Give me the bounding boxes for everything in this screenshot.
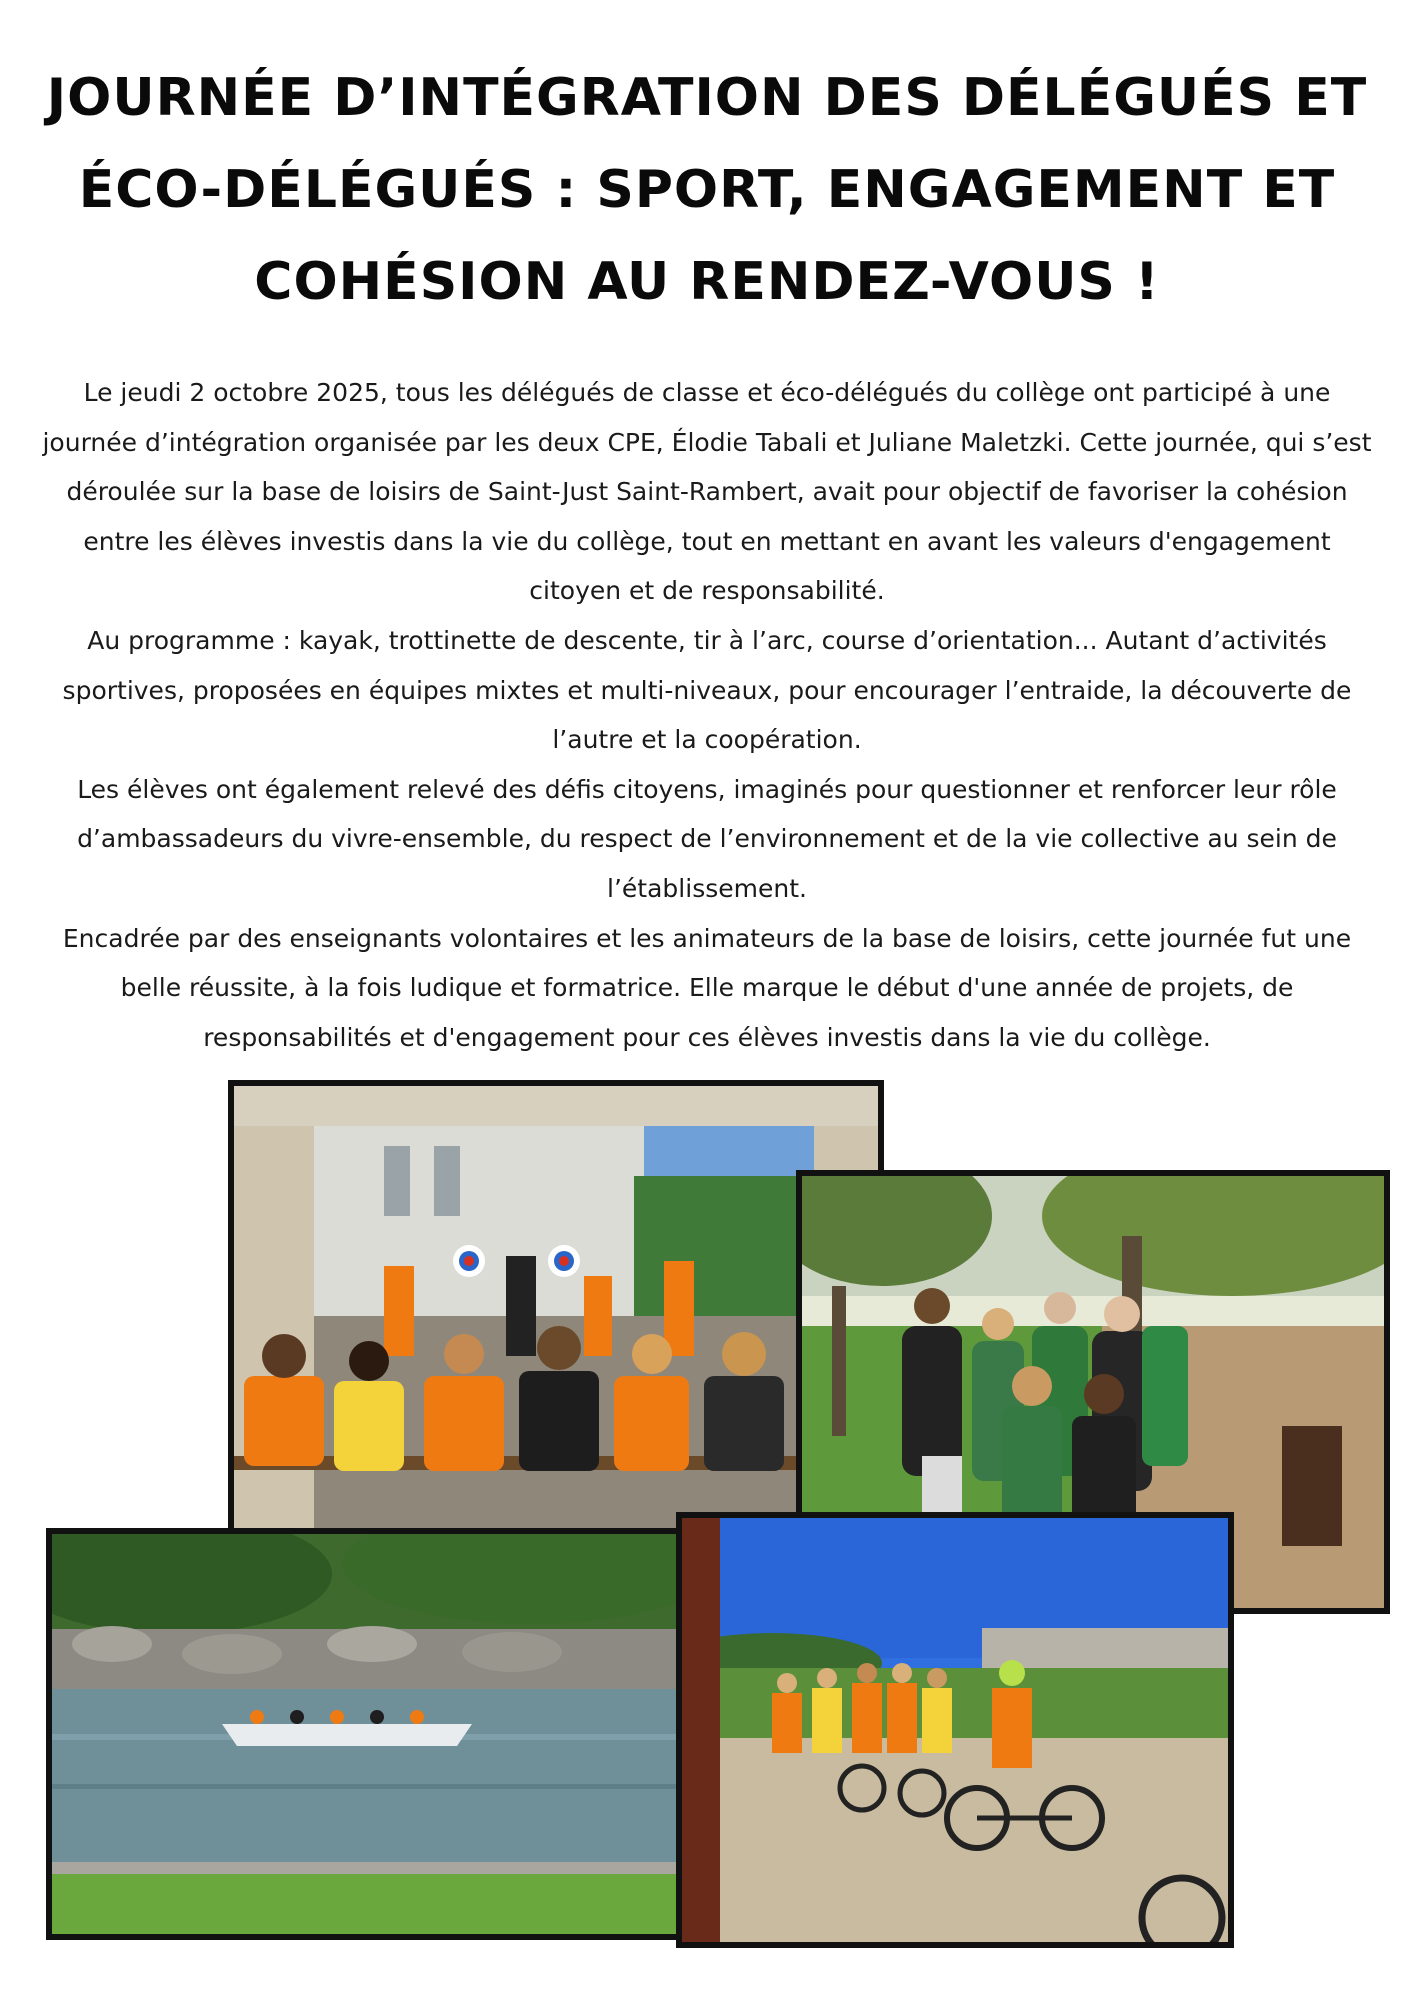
article-body xyxy=(40,368,1374,1062)
kayak-scene-illustration xyxy=(52,1534,678,1934)
paragraph-intro: Le jeudi 2 octobre 2025, tous les délégués de classe et éco-délégués du collège ont participé à une journée d’intégration organisée par les deux CPE, Élodie Tabali et Juliane Maletzki. Cette journée, qui s’est déroulée sur la base de loisirs de Saint-Just Saint-Rambert, avait pour objectif de favoriser la cohésion entre les élèves investis dans la vie du collège, tout en mettant en avant les valeurs d'engagement citoyen et de responsabilité. xyxy=(42,378,1372,606)
paragraph-defis: Les élèves ont également relevé des défis citoyens, imaginés pour questionner et renforcer leur rôle d’ambassadeurs du vivre-ensemble, du respect de l’environnement et de la vie collective au sein de l’établissement. xyxy=(77,774,1337,903)
page-title: JOURNÉE D’INTÉGRATION DES DÉLÉGUÉS ET ÉCO-DÉLÉGUÉS : SPORT, ENGAGEMENT ET COHÉSION AU RENDEZ-VOUS ! xyxy=(46,68,1368,312)
photo-kayak xyxy=(46,1528,684,1940)
paragraph-programme: Au programme : kayak, trottinette de descente, tir à l’arc, course d’orientation... Autant d’activités sportives, proposées en équipes mixtes et multi-niveaux, pour encourager l’entraide, la découverte de l’autre et la coopération. xyxy=(62,625,1352,755)
photo-bikes xyxy=(676,1512,1234,1948)
bikes-scene-illustration xyxy=(682,1518,1228,1942)
archery-scene-illustration xyxy=(234,1086,878,1562)
photo-archery xyxy=(228,1080,884,1568)
paragraph-conclusion: Encadrée par des enseignants volontaires et les animateurs de la base de loisirs, cette journée fut une belle réussite, à la fois ludique et formatrice. Elle marque le début d'une année de projets, de responsabilités et d'engagement pour ces élèves investis dans la vie du collège. xyxy=(62,923,1352,1052)
